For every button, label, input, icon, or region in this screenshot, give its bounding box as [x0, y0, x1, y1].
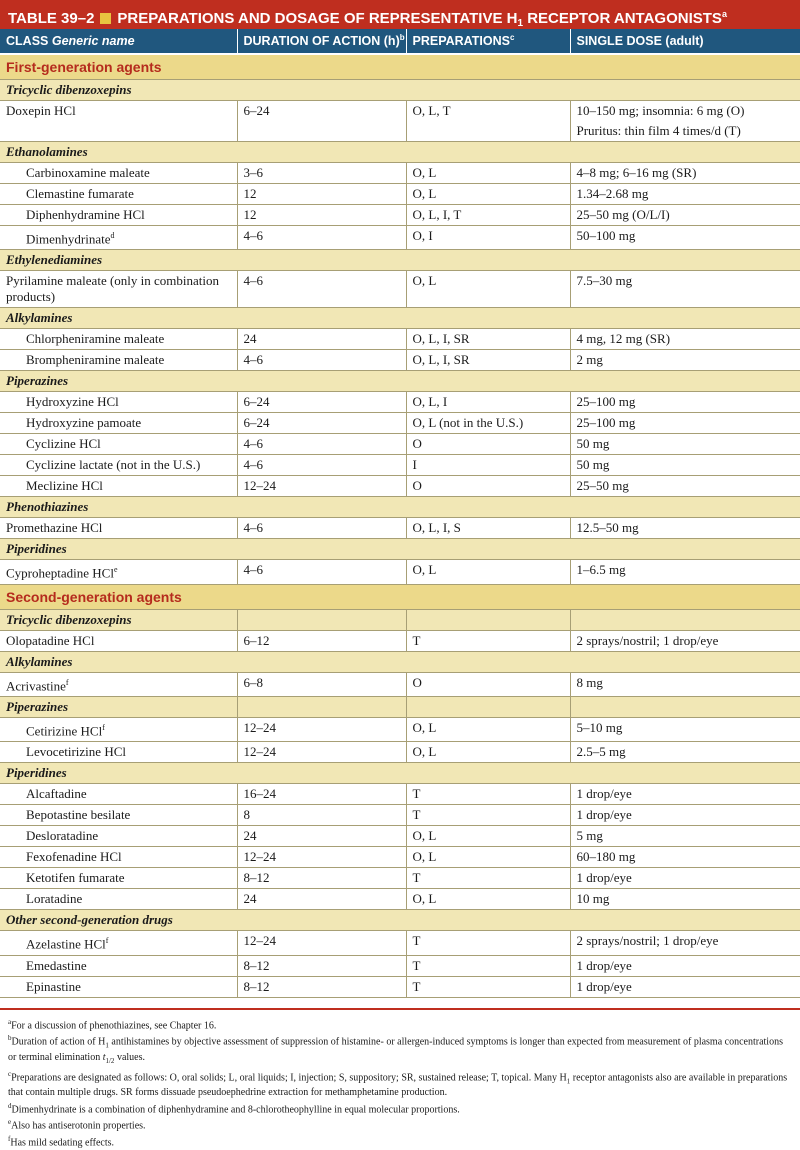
- table-cell: Bepotastine besilate: [0, 805, 237, 826]
- table-cell: Ketotifen fumarate: [0, 868, 237, 889]
- table-cell: [570, 696, 800, 717]
- table-cell: 12–24: [237, 847, 406, 868]
- table-row: [0, 847, 800, 868]
- table-row: [0, 518, 800, 539]
- table-row: [0, 226, 800, 250]
- table-row: [0, 271, 800, 308]
- table-cell: T: [406, 868, 570, 889]
- header-preparations: PREPARATIONS$^c$: [406, 29, 570, 54]
- table-cell: Alcaftadine: [0, 784, 237, 805]
- category-row: [0, 763, 800, 784]
- table-cell: 12–24: [237, 931, 406, 955]
- table-cell: 12.5–50 mg: [570, 518, 800, 539]
- category-row: [0, 497, 800, 518]
- table-cell: Meclizine HCl: [0, 476, 237, 497]
- table-cell: 1 drop/eye: [570, 955, 800, 976]
- table-cell: Piperazines: [0, 371, 800, 392]
- table-cell: 25–100 mg: [570, 392, 800, 413]
- table-cell: 8: [237, 805, 406, 826]
- table-cell: 4–6: [237, 455, 406, 476]
- table-cell: Alkylamines: [0, 651, 800, 672]
- table-cell: Chlorpheniramine maleate: [0, 329, 237, 350]
- table-row: [0, 976, 800, 997]
- category-row: [0, 609, 800, 630]
- table-cell: 1 drop/eye: [570, 976, 800, 997]
- table-cell: T: [406, 784, 570, 805]
- table-row: [0, 742, 800, 763]
- table-row: [0, 868, 800, 889]
- table-row: [0, 672, 800, 696]
- table-cell: 1.34–2.68 mg: [570, 184, 800, 205]
- table-cell: 4–6: [237, 518, 406, 539]
- table-cell: 12–24: [237, 742, 406, 763]
- title-footnote-mark: a: [721, 9, 727, 19]
- category-row: [0, 142, 800, 163]
- table-cell: 8 mg: [570, 672, 800, 696]
- table-cell: T: [406, 630, 570, 651]
- table-title: [0, 0, 800, 29]
- table-cell: Hydroxyzine pamoate: [0, 413, 237, 434]
- table-cell: 10 mg: [570, 889, 800, 910]
- table-cell: Levocetirizine HCl: [0, 742, 237, 763]
- table-cell: 3–6: [237, 163, 406, 184]
- table-cell: [406, 696, 570, 717]
- header-class: CLASS Generic name: [0, 29, 237, 54]
- table-cell: O, L: [406, 163, 570, 184]
- table-row: [0, 560, 800, 584]
- table-cell: 24: [237, 826, 406, 847]
- table-cell: O, L, T: [406, 101, 570, 142]
- table-cell: O, L, I, S: [406, 518, 570, 539]
- table-cell: Carbinoxamine maleate: [0, 163, 237, 184]
- table-cell: 4–8 mg; 6–16 mg (SR): [570, 163, 800, 184]
- category-row: [0, 651, 800, 672]
- table-cell: 4 mg, 12 mg (SR): [570, 329, 800, 350]
- table-cell: 50–100 mg: [570, 226, 800, 250]
- table-cell: 8–12: [237, 868, 406, 889]
- table-cell: 10–150 mg; insomnia: 6 mg (O) Pruritus: thin film 4 times/d (T): [570, 101, 800, 142]
- table-row: [0, 826, 800, 847]
- table-row: [0, 413, 800, 434]
- table-cell: 1 drop/eye: [570, 784, 800, 805]
- table-cell: O: [406, 672, 570, 696]
- table-cell: O, I: [406, 226, 570, 250]
- table-row: [0, 889, 800, 910]
- table-cell: O, L, I, SR: [406, 329, 570, 350]
- table-cell: 4–6: [237, 434, 406, 455]
- generation-row: [0, 584, 800, 609]
- table-cell: 16–24: [237, 784, 406, 805]
- table-cell: Olopatadine HCl: [0, 630, 237, 651]
- table-cell: Second-generation agents: [0, 584, 800, 609]
- table-cell: 5–10 mg: [570, 717, 800, 741]
- table-row: [0, 955, 800, 976]
- table-row: [0, 101, 800, 142]
- table-cell: Ethylenediamines: [0, 250, 800, 271]
- table-cell: 2 sprays/nostril; 1 drop/eye: [570, 630, 800, 651]
- footnote-e: $^e$Also has antiserotonin properties.: [8, 1118, 146, 1132]
- table-row: [0, 931, 800, 955]
- table-cell: First-generation agents: [0, 54, 800, 80]
- table-cell: Other second-generation drugs: [0, 910, 800, 931]
- header-duration: DURATION OF ACTION $(h)^b$: [237, 29, 406, 54]
- table-cell: Diphenhydramine HCl: [0, 205, 237, 226]
- table-row: [0, 784, 800, 805]
- table-row: [0, 350, 800, 371]
- table-cell: 24: [237, 329, 406, 350]
- table-cell: Tricyclic dibenzoxepins: [0, 609, 237, 630]
- title-text-end: RECEPTOR ANTAGONISTS: [523, 10, 722, 27]
- table-cell: Tricyclic dibenzoxepins: [0, 80, 800, 101]
- table-row: [0, 805, 800, 826]
- table-cell: 4–6: [237, 226, 406, 250]
- table-cell: O, L (not in the U.S.): [406, 413, 570, 434]
- footnote-c: $^c$Preparations are designated as follows: O, oral solids; L, oral liquids; I, injection; S, suppository; SR, sustained release; T, topical. Many $H_1$ receptor antagonists also are available in preparations that contain multiple drugs. SR forms dissuade pseudoephedrine extraction for methamphetamine production.: [8, 1069, 788, 1099]
- table-cell: 25–50 mg: [570, 476, 800, 497]
- footnote-f: $^f$Has mild sedating effects.: [8, 1135, 115, 1149]
- table-cell: [570, 609, 800, 630]
- table-cell: 6–24: [237, 392, 406, 413]
- table-cell: 6–8: [237, 672, 406, 696]
- table-cell: 50 mg: [570, 434, 800, 455]
- footnote-d: $^d$Dimenhydrinate is a combination of diphenhydramine and 8-chlorotheophylline in equal molecular proportions.: [8, 1101, 460, 1115]
- table-cell: Cetirizine HCl$^f$: [0, 717, 237, 741]
- category-row: [0, 80, 800, 101]
- table-cell: 4–6: [237, 271, 406, 308]
- table-cell: 1 drop/eye: [570, 868, 800, 889]
- table-row: [0, 434, 800, 455]
- table-cell: O, L, I, T: [406, 205, 570, 226]
- category-row: [0, 910, 800, 931]
- generation-row: [0, 54, 800, 80]
- table-cell: O: [406, 476, 570, 497]
- table-cell: O, L: [406, 826, 570, 847]
- table-cell: Dimenhydrinate$^d$: [0, 226, 237, 250]
- table-cell: [406, 609, 570, 630]
- table-cell: O, L: [406, 847, 570, 868]
- table-cell: 6–24: [237, 101, 406, 142]
- table-cell: 25–50 mg (O/L/I): [570, 205, 800, 226]
- category-row: [0, 308, 800, 329]
- table-cell: Acrivastine$^f$: [0, 672, 237, 696]
- table-cell: Azelastine HCl$^f$: [0, 931, 237, 955]
- table-cell: T: [406, 976, 570, 997]
- category-row: [0, 696, 800, 717]
- table-cell: Emedastine: [0, 955, 237, 976]
- table-cell: Pyrilamine maleate (only in combination products): [0, 271, 237, 308]
- table-cell: 25–100 mg: [570, 413, 800, 434]
- table-number: TABLE 39–2: [8, 10, 95, 27]
- table-cell: [237, 696, 406, 717]
- table-cell: 12: [237, 184, 406, 205]
- table-cell: O, L: [406, 742, 570, 763]
- table-cell: 8–12: [237, 955, 406, 976]
- table-cell: 1 drop/eye: [570, 805, 800, 826]
- table-cell: 2 sprays/nostril; 1 drop/eye: [570, 931, 800, 955]
- table-cell: Ethanolamines: [0, 142, 800, 163]
- table-cell: 5 mg: [570, 826, 800, 847]
- table-cell: Doxepin HCl: [0, 101, 237, 142]
- table-cell: 60–180 mg: [570, 847, 800, 868]
- title-text: PREPARATIONS AND DOSAGE OF REPRESENTATIVE H: [117, 10, 518, 27]
- table-cell: Cyproheptadine HCl$^e$: [0, 560, 237, 584]
- table-cell: O, L: [406, 271, 570, 308]
- table-cell: 4–6: [237, 560, 406, 584]
- table-cell: Hydroxyzine HCl: [0, 392, 237, 413]
- table-cell: 2 mg: [570, 350, 800, 371]
- table-cell: 12–24: [237, 717, 406, 741]
- table-cell: Phenothiazines: [0, 497, 800, 518]
- footnote-a: $^a$For a discussion of phenothiazines, see Chapter 16.: [8, 1017, 217, 1031]
- table-cell: T: [406, 805, 570, 826]
- table-cell: 50 mg: [570, 455, 800, 476]
- table-cell: Cyclizine HCl: [0, 434, 237, 455]
- table-cell: Loratadine: [0, 889, 237, 910]
- table-row: [0, 476, 800, 497]
- category-row: [0, 539, 800, 560]
- table-cell: T: [406, 931, 570, 955]
- table-cell: Brompheniramine maleate: [0, 350, 237, 371]
- table-row: [0, 205, 800, 226]
- table-cell: O, L: [406, 889, 570, 910]
- table-cell: [237, 609, 406, 630]
- table-cell: O, L: [406, 184, 570, 205]
- table-row: [0, 630, 800, 651]
- table-row: [0, 392, 800, 413]
- table-row: [0, 455, 800, 476]
- table-cell: O: [406, 434, 570, 455]
- table-cell: 6–24: [237, 413, 406, 434]
- table-row: [0, 163, 800, 184]
- category-row: [0, 371, 800, 392]
- table-cell: Clemastine fumarate: [0, 184, 237, 205]
- table-cell: 4–6: [237, 350, 406, 371]
- table-cell: Epinastine: [0, 976, 237, 997]
- title-square-icon: [100, 13, 111, 24]
- table-cell: Promethazine HCl: [0, 518, 237, 539]
- table-cell: 6–12: [237, 630, 406, 651]
- header-dose: SINGLE DOSE (adult): [570, 29, 800, 54]
- table-cell: O, L: [406, 560, 570, 584]
- header-row: [0, 29, 800, 54]
- footnote-b: $^b$Duration of action of $H_1$ antihistamines by objective assessment of suppression of histamine- or allergen-induced symptoms is longer than expected from measurement of plasma concentrations or terminal elimination $t_{1/2}$ values.: [8, 1034, 783, 1066]
- table-cell: O, L, I: [406, 392, 570, 413]
- table-row: [0, 717, 800, 741]
- table-cell: O, L, I, SR: [406, 350, 570, 371]
- antihistamine-table: [0, 29, 800, 998]
- table-cell: Piperazines: [0, 696, 237, 717]
- table-cell: Piperidines: [0, 763, 800, 784]
- table-cell: 8–12: [237, 976, 406, 997]
- table-cell: T: [406, 955, 570, 976]
- title-subscript: 1: [517, 18, 524, 29]
- table-row: [0, 329, 800, 350]
- table-cell: 12: [237, 205, 406, 226]
- table-cell: I: [406, 455, 570, 476]
- footnotes: [0, 1008, 800, 1150]
- table-cell: Alkylamines: [0, 308, 800, 329]
- table-cell: O, L: [406, 717, 570, 741]
- table-cell: Fexofenadine HCl: [0, 847, 237, 868]
- table-cell: 2.5–5 mg: [570, 742, 800, 763]
- table-cell: 24: [237, 889, 406, 910]
- table-cell: 7.5–30 mg: [570, 271, 800, 308]
- table-cell: Desloratadine: [0, 826, 237, 847]
- table-row: [0, 184, 800, 205]
- table-cell: Piperidines: [0, 539, 800, 560]
- category-row: [0, 250, 800, 271]
- table-cell: 12–24: [237, 476, 406, 497]
- table-cell: Cyclizine lactate (not in the U.S.): [0, 455, 237, 476]
- table-cell: 1–6.5 mg: [570, 560, 800, 584]
